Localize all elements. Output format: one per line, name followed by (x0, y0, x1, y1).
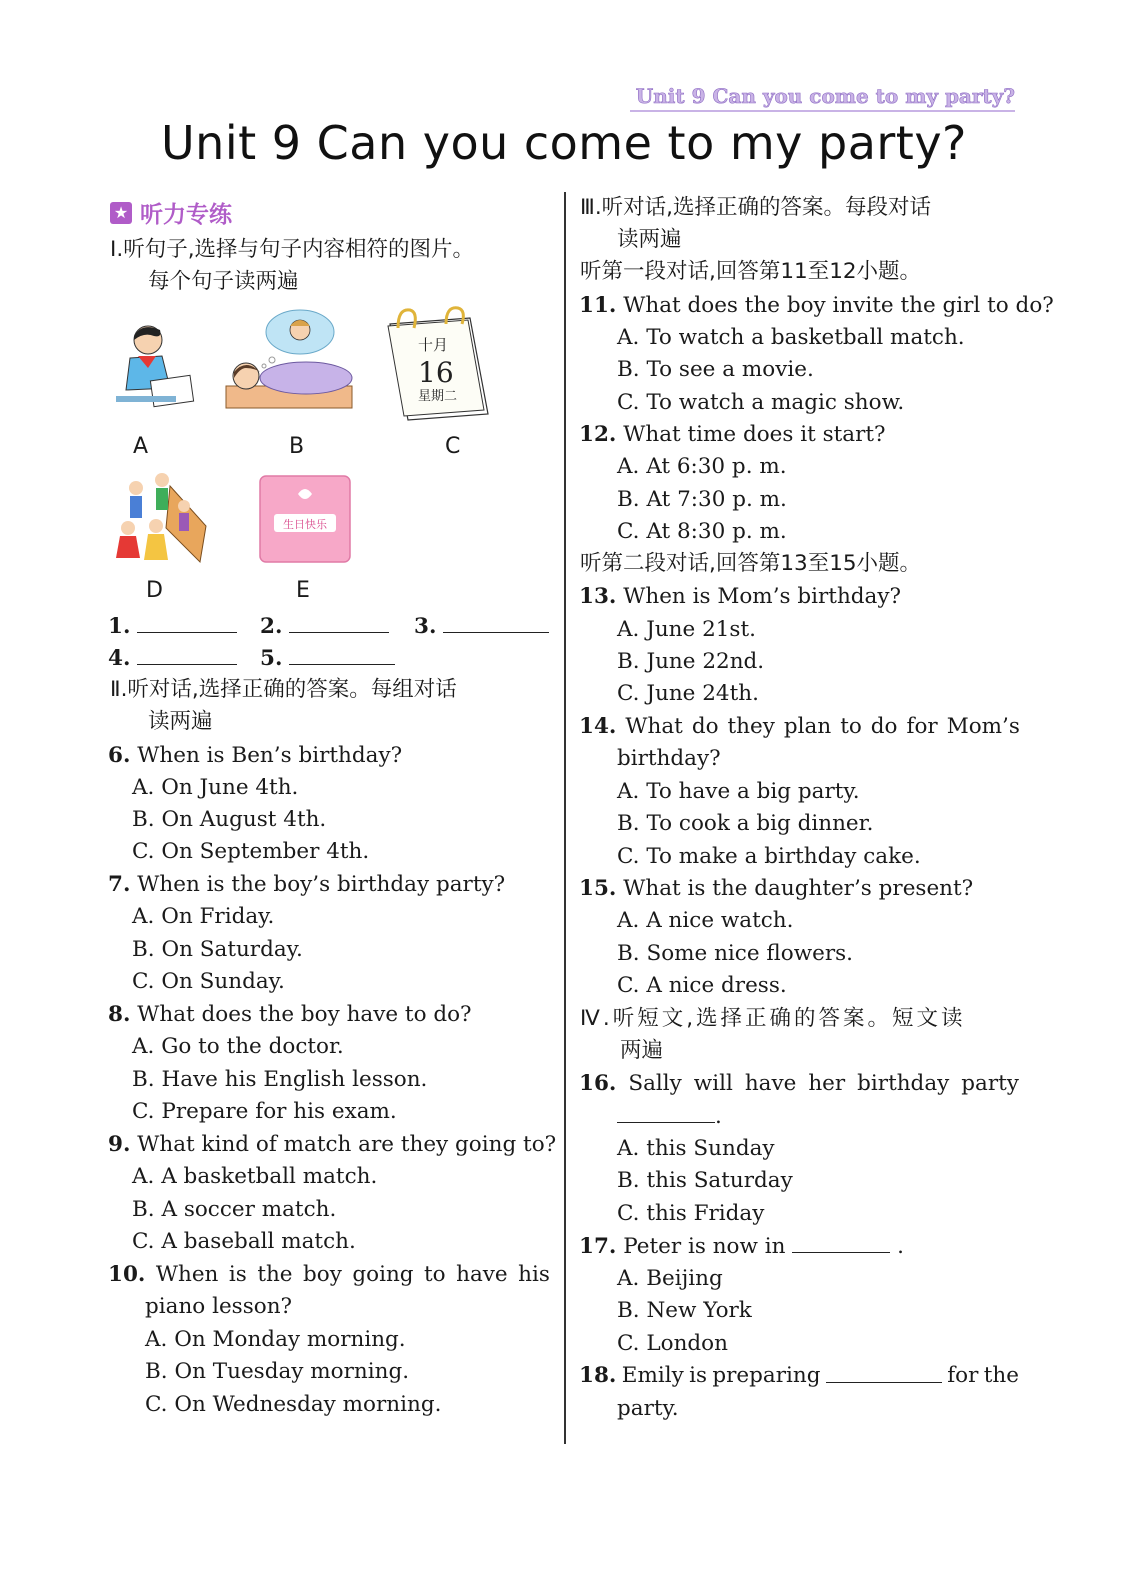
option[interactable]: C. London (617, 1331, 728, 1356)
picture-b-girl-dreaming (224, 308, 356, 418)
option[interactable]: A. this Sunday (617, 1136, 775, 1161)
option[interactable]: C. To make a birthday cake. (617, 844, 921, 869)
option[interactable]: C. A baseball match. (132, 1229, 356, 1254)
part2-instruction: Ⅱ.听对话,选择正确的答案。每组对话 (110, 677, 457, 702)
option[interactable]: B. On Tuesday morning. (145, 1359, 410, 1384)
section-tag-label: 听力专练 (140, 202, 232, 228)
part3-instruction: Ⅲ.听对话,选择正确的答案。每段对话 (580, 195, 932, 220)
option[interactable]: A. At 6:30 p. m. (617, 454, 787, 479)
question-11: 11. What does the boy invite the girl to do? (579, 293, 1054, 318)
option[interactable]: B. On Saturday. (132, 937, 303, 962)
card-text: 生日快乐 (283, 518, 327, 531)
picture-label-c: C (445, 434, 461, 459)
option[interactable]: A. To have a big party. (617, 779, 860, 804)
option[interactable]: B. To see a movie. (617, 357, 814, 382)
question-7: 7. When is the boy’s birthday party? (108, 872, 506, 897)
question-18: 18. Emily is preparing for the (579, 1363, 1019, 1388)
option[interactable]: A. On June 4th. (132, 775, 299, 800)
part4-instruction: Ⅳ.听短文,选择正确的答案。短文读 (580, 1006, 966, 1031)
option[interactable]: A. Beijing (617, 1266, 723, 1291)
calendar-weekday: 星期二 (418, 389, 458, 404)
option[interactable]: B. Some nice flowers. (617, 941, 853, 966)
part4-instruction-line2: 两遍 (620, 1038, 664, 1063)
running-header-rule (630, 110, 1015, 112)
part3-instruction-line2: 读两遍 (617, 227, 682, 252)
question-6: 6. When is Ben’s birthday? (108, 743, 403, 768)
option[interactable]: A. Go to the doctor. (132, 1034, 344, 1059)
page-title: Unit 9 Can you come to my party? (161, 116, 967, 170)
dialog1-note: 听第一段对话,回答第11至12小题。 (580, 259, 922, 284)
question-14: 14. What do they plan to do for Mom’s (579, 714, 1020, 739)
question-15: 15. What is the daughter’s present? (579, 876, 974, 901)
question-14-line2: birthday? (617, 746, 721, 771)
option[interactable]: B. this Saturday (617, 1168, 793, 1193)
picture-label-e: E (296, 578, 310, 603)
question-17-blank[interactable] (792, 1232, 890, 1253)
running-header: Unit 9 Can you come to my party? (635, 84, 1015, 108)
part1-instruction-line2: 每个句子读两遍 (148, 269, 299, 294)
option[interactable]: B. On August 4th. (132, 807, 327, 832)
option[interactable]: B. Have his English lesson. (132, 1067, 428, 1092)
question-16: 16. Sally will have her birthday party (579, 1071, 1019, 1096)
question-8: 8. What does the boy have to do? (108, 1002, 472, 1027)
part1-instruction (110, 236, 474, 264)
part2-instruction-line2: 读两遍 (148, 709, 213, 734)
picture-label-a: A (133, 434, 149, 459)
option[interactable]: C. To watch a magic show. (617, 390, 905, 415)
option[interactable]: C. A nice dress. (617, 973, 787, 998)
option[interactable]: C. On Wednesday morning. (145, 1392, 442, 1417)
answer-blank-5[interactable]: 5. (260, 644, 395, 673)
option[interactable]: C. On September 4th. (132, 839, 370, 864)
calendar-month: 十月 (418, 336, 449, 354)
option[interactable]: A. On Friday. (132, 904, 275, 929)
question-18-blank[interactable] (826, 1362, 942, 1383)
option[interactable]: B. At 7:30 p. m. (617, 487, 787, 512)
dialog2-note: 听第二段对话,回答第13至15小题。 (580, 551, 922, 576)
option[interactable]: A. On Monday morning. (145, 1327, 406, 1352)
question-13: 13. When is Mom’s birthday? (579, 584, 902, 609)
option[interactable]: C. June 24th. (617, 681, 759, 706)
part1-instruction-line1: 听句子,选择与句子内容相符的图片。 (123, 237, 475, 262)
question-10-line2: piano lesson? (145, 1294, 293, 1319)
answer-blank-4[interactable]: 4. (108, 644, 237, 673)
question-17: 17. Peter is now in . (579, 1234, 904, 1259)
star-icon: ★ (110, 202, 132, 224)
option[interactable]: B. To cook a big dinner. (617, 811, 874, 836)
question-18-line2: party. (617, 1396, 679, 1421)
part1-numeral: Ⅰ. (110, 237, 124, 262)
option[interactable]: B. New York (617, 1298, 752, 1323)
question-9: 9. What kind of match are they going to? (108, 1132, 557, 1157)
picture-d-kids-playing (110, 466, 214, 572)
column-divider (564, 192, 566, 1444)
section-tag (110, 196, 232, 229)
option[interactable]: C. Prepare for his exam. (132, 1099, 397, 1124)
option[interactable]: A. To watch a basketball match. (617, 325, 965, 350)
question-16-blank[interactable]: . (617, 1102, 722, 1131)
option[interactable]: A. June 21st. (617, 617, 756, 642)
picture-e-greeting-card (258, 474, 352, 564)
picture-a-boy-writing (112, 318, 198, 413)
picture-c-calendar (384, 306, 492, 422)
option[interactable]: B. A soccer match. (132, 1197, 337, 1222)
option[interactable]: C. At 8:30 p. m. (617, 519, 787, 544)
calendar-day: 16 (418, 356, 454, 389)
answer-blank-2[interactable]: 2. (260, 612, 389, 641)
option[interactable]: A. A basketball match. (132, 1164, 378, 1189)
answer-blank-1[interactable]: 1. (108, 612, 237, 641)
question-10: 10. When is the boy going to have his (108, 1262, 550, 1287)
option[interactable]: C. On Sunday. (132, 969, 285, 994)
question-12: 12. What time does it start? (579, 422, 886, 447)
option[interactable]: B. June 22nd. (617, 649, 765, 674)
option[interactable]: C. this Friday (617, 1201, 765, 1226)
picture-label-d: D (146, 578, 163, 603)
picture-label-b: B (289, 434, 305, 459)
answer-blank-3[interactable]: 3. (414, 612, 549, 641)
option[interactable]: A. A nice watch. (617, 908, 794, 933)
